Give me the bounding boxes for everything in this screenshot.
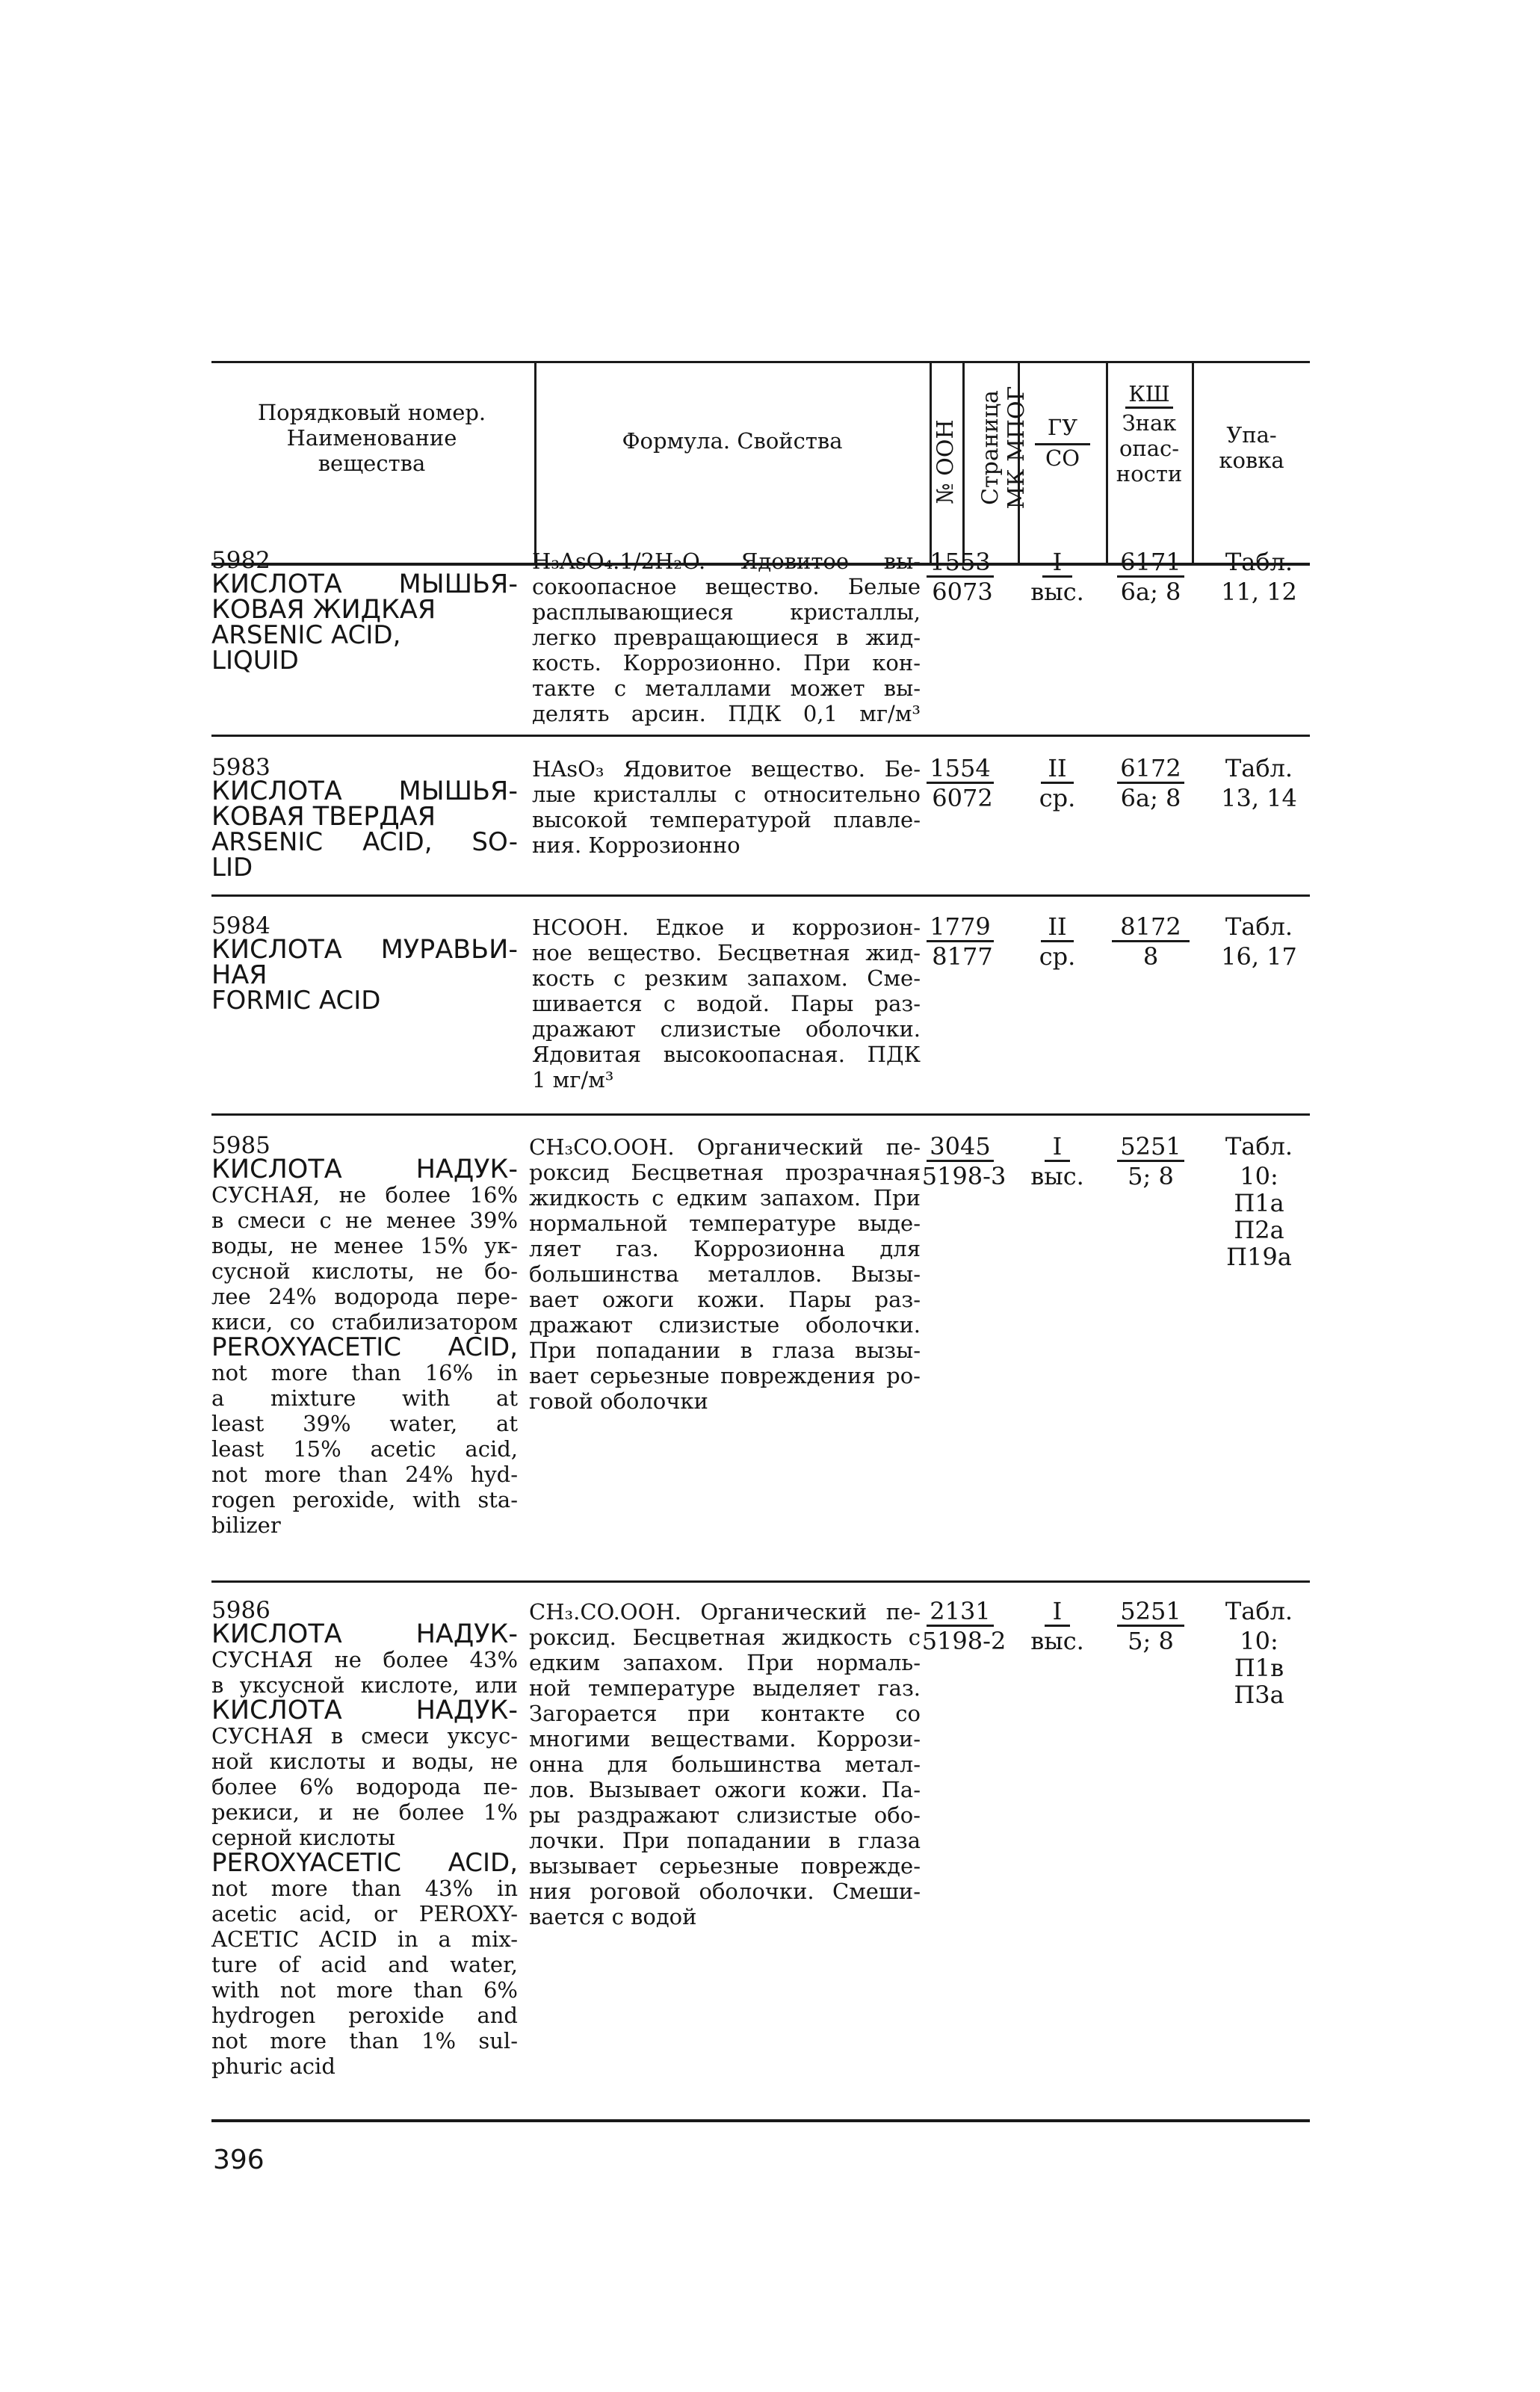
substance-name-ru: КИСЛОТА НАДУК- <box>211 1155 518 1184</box>
packaging: П2а <box>1234 1216 1284 1244</box>
properties-line: жидкость с едким запахом. При <box>529 1185 921 1211</box>
substance-name-en: FORMIC ACID <box>211 986 381 1016</box>
co-level: выс. <box>1030 1162 1084 1190</box>
substance-name-ru: в уксусной кислоте, или <box>211 1672 518 1698</box>
substance-name-ru: КОВАЯ ЖИДКАЯ <box>211 595 436 625</box>
substance-name-ru: КИСЛОТА МУРАВЬИ- <box>211 935 518 965</box>
mk-page: 5198-3 <box>921 1162 1006 1190</box>
substance-name-en: not more than 43% in <box>211 1876 518 1901</box>
packaging: 13, 14 <box>1221 784 1297 812</box>
properties-line: CH₃CO.OOH. Органический пе- <box>529 1134 921 1160</box>
properties-line: легко превращающиеся в жид- <box>532 625 921 650</box>
substance-name-en: a mixture with at <box>211 1385 518 1411</box>
substance-name-en: not more than 24% hyd- <box>211 1462 518 1487</box>
properties-line: ния роговой оболочки. Смеши- <box>529 1879 921 1904</box>
gu-class: I <box>1045 1598 1070 1627</box>
header-divider <box>534 363 536 563</box>
properties-line: лые кристаллы с относительно <box>532 782 921 807</box>
properties-line: роксид. Бесцветная жидкость с <box>529 1625 921 1650</box>
substance-name-ru: рекиси, и не более 1% <box>211 1799 518 1825</box>
page-number: 396 <box>213 2145 265 2175</box>
header-text: вещества <box>318 451 426 476</box>
header-text: Знак <box>1122 410 1177 436</box>
ksh-code: 5251 <box>1117 1598 1184 1627</box>
header-text: Упа- <box>1226 422 1277 448</box>
properties-line: 1 мг/м³ <box>532 1067 614 1093</box>
header-text: Наименование <box>286 425 457 451</box>
header-gu-column <box>1021 415 1104 471</box>
substance-name-ru: КИСЛОТА МЫШЬЯ- <box>211 569 518 599</box>
header-un-column: № ООН <box>933 419 959 504</box>
properties-line: вызывает серьезные поврежде- <box>529 1853 921 1879</box>
header-text: Порядковый номер. <box>257 400 486 425</box>
entry-number: 5982 <box>211 547 270 574</box>
co-level: ср. <box>1039 942 1076 971</box>
properties-line: лов. Вызывает ожоги кожи. Па- <box>529 1777 921 1802</box>
properties-line: ры раздражают слизистые обо- <box>529 1802 921 1828</box>
header-divider <box>962 363 965 563</box>
hazard-sign: 6а; 8 <box>1120 578 1181 606</box>
substance-name-ru: ной кислоты и воды, не <box>211 1749 518 1774</box>
properties-line: делять арсин. ПДК 0,1 мг/м³ <box>532 701 921 726</box>
entry-separator <box>211 1113 1310 1116</box>
hazard-sign: 8 <box>1142 942 1159 971</box>
packaging: П3а <box>1234 1681 1284 1709</box>
hazard-sign: 5; 8 <box>1128 1627 1174 1655</box>
header-page-column: Страница <box>977 390 1004 505</box>
properties-line: HAsO₃ Ядовитое вещество. Бе- <box>532 756 921 782</box>
entry-separator <box>211 894 1310 897</box>
substance-name-en: not more than 1% sul- <box>211 2028 518 2053</box>
substance-name-ru: в смеси с не менее 39% <box>211 1208 518 1233</box>
properties-line: многими веществами. Коррози- <box>529 1726 921 1752</box>
properties-line: шивается с водой. Пары раз- <box>532 991 921 1016</box>
mk-page: 6073 <box>932 578 993 606</box>
table-bottom-rule <box>211 2119 1310 2122</box>
header-ksh-column <box>1109 381 1190 486</box>
substance-name-en: phuric acid <box>211 2053 335 2079</box>
properties-line: дражают слизистые оболочки. <box>532 1016 921 1042</box>
packaging: Табл. <box>1225 1132 1293 1161</box>
header-text: ности <box>1116 461 1183 486</box>
gu-class: I <box>1045 1133 1070 1162</box>
substance-name-en: not more than 16% in <box>211 1360 518 1385</box>
header-divider <box>930 363 932 563</box>
properties-line: большинства металлов. Вызы- <box>529 1261 921 1287</box>
substance-name-ru: НАЯ <box>211 960 268 990</box>
un-number: 1553 <box>927 548 994 578</box>
ksh-code: 8172 <box>1112 913 1190 942</box>
header-text: опас- <box>1119 436 1180 461</box>
properties-line: такте с металлами может вы- <box>532 676 921 701</box>
header-page-column: МК МПОГ <box>1004 386 1030 510</box>
un-number: 1554 <box>927 755 994 784</box>
packaging: П19а <box>1226 1243 1292 1271</box>
properties-line: CH₃.CO.OOH. Органический пе- <box>529 1599 921 1625</box>
substance-name-en: rogen peroxide, with sta- <box>211 1487 518 1512</box>
substance-name-ru: киси, со стабилизатором <box>211 1309 518 1335</box>
substance-name-en: LID <box>211 853 253 883</box>
properties-line: нормальной температуре выде- <box>529 1211 921 1236</box>
un-number: 1779 <box>927 913 994 942</box>
properties-line: вает ожоги кожи. Пары раз- <box>529 1287 921 1312</box>
header-text: КШ <box>1125 381 1173 409</box>
substance-name-ru: КОВАЯ ТВЕРДАЯ <box>211 802 436 832</box>
hazard-sign: 6а; 8 <box>1120 784 1181 812</box>
properties-line: Загорается при контакте со <box>529 1701 921 1726</box>
header-name-column <box>213 400 531 476</box>
header-pack-column <box>1196 422 1308 473</box>
packaging: Табл. <box>1225 1597 1293 1625</box>
mk-page: 5198-2 <box>921 1627 1006 1655</box>
properties-line: H₃AsO₄.1/2H₂O. Ядовитое вы- <box>532 548 921 574</box>
substance-name-en: with not more than 6% <box>211 1977 518 2003</box>
substance-name-en: hydrogen peroxide and <box>211 2003 518 2028</box>
packaging: 10: <box>1240 1627 1278 1655</box>
properties-line: едким запахом. При нормаль- <box>529 1650 921 1675</box>
substance-name-en: ARSENIC ACID, <box>211 620 401 650</box>
un-number: 3045 <box>927 1133 994 1162</box>
substance-name-en: PEROXYACETIC ACID, <box>211 1332 518 1362</box>
properties-line: высокой температурой плавле- <box>532 807 921 832</box>
properties-line: говой оболочки <box>529 1388 708 1414</box>
substance-name-ru: СУСНАЯ, не более 16% <box>211 1182 518 1208</box>
properties-line: HCOOH. Едкое и коррозион- <box>532 915 921 940</box>
substance-name-en: LIQUID <box>211 646 299 676</box>
gu-class: II <box>1041 755 1074 784</box>
substance-name-ru: КИСЛОТА МЫШЬЯ- <box>211 776 518 806</box>
packaging: Табл. <box>1225 548 1293 576</box>
properties-line: вает серьезные повреждения ро- <box>529 1363 921 1388</box>
header-text: ковка <box>1219 448 1284 473</box>
substance-name-ru: КИСЛОТА НАДУК- <box>211 1619 518 1649</box>
substance-name-en: least 15% acetic acid, <box>211 1436 518 1462</box>
ksh-code: 6171 <box>1117 548 1184 578</box>
entry-separator <box>211 735 1310 737</box>
properties-line: дражают слизистые оболочки. <box>529 1312 921 1338</box>
substance-name-ru: СУСНАЯ не более 43% <box>211 1647 518 1672</box>
ksh-code: 5251 <box>1117 1133 1184 1162</box>
properties-line: ния. Коррозионно <box>532 832 740 858</box>
gu-class: II <box>1041 913 1074 942</box>
co-level: ср. <box>1039 784 1076 812</box>
properties-line: расплывающиеся кристаллы, <box>532 599 921 625</box>
properties-line: роксид Бесцветная прозрачная <box>529 1160 921 1185</box>
substance-name-en: PEROXYACETIC ACID, <box>211 1848 518 1878</box>
entry-number: 5986 <box>211 1597 270 1624</box>
packaging: Табл. <box>1225 912 1293 941</box>
packaging: 11, 12 <box>1221 578 1297 606</box>
properties-line: лочки. При попадании в глаза <box>529 1828 921 1853</box>
entry-number: 5985 <box>211 1132 270 1159</box>
substance-name-en: ARSENIC ACID, SO- <box>211 827 518 857</box>
substance-name-en: ACETIC ACID in a mix- <box>211 1926 518 1952</box>
packaging: П1а <box>1234 1189 1284 1217</box>
substance-name-ru: более 6% водорода пе- <box>211 1774 518 1799</box>
substance-name-en: ture of acid and water, <box>211 1952 518 1977</box>
header-divider <box>1192 363 1194 563</box>
substance-name-ru: СУСНАЯ в смеси уксус- <box>211 1723 518 1749</box>
substance-name-en: bilizer <box>211 1512 281 1538</box>
ksh-code: 6172 <box>1117 755 1184 784</box>
properties-line: онна для большинства метал- <box>529 1752 921 1777</box>
header-divider <box>1106 363 1108 563</box>
un-number: 2131 <box>927 1598 994 1627</box>
header-text: СО <box>1035 443 1090 471</box>
packaging: 16, 17 <box>1221 942 1297 971</box>
properties-line: вается с водой <box>529 1904 697 1929</box>
properties-line: ляет газ. Коррозионна для <box>529 1236 921 1261</box>
substance-name-ru: сусной кислоты, не бо- <box>211 1258 518 1284</box>
header-text: ГУ <box>1047 415 1078 440</box>
properties-line: сокоопасное вещество. Белые <box>532 574 921 599</box>
substance-name-ru: КИСЛОТА НАДУК- <box>211 1696 518 1725</box>
properties-line: ной температуре выделяет газ. <box>529 1675 921 1701</box>
mk-page: 6072 <box>932 784 993 812</box>
properties-line: При попадании в глаза вызы- <box>529 1338 921 1363</box>
packaging: 10: <box>1240 1162 1278 1190</box>
substance-name-ru: воды, не менее 15% ук- <box>211 1233 518 1258</box>
co-level: выс. <box>1030 1627 1084 1655</box>
substance-name-ru: серной кислоты <box>211 1825 396 1850</box>
packaging: П1в <box>1234 1654 1284 1682</box>
substance-name-en: acetic acid, or PEROXY- <box>211 1901 518 1926</box>
packaging: Табл. <box>1225 754 1293 782</box>
substance-name-ru: лее 24% водорода пере- <box>211 1284 518 1309</box>
entry-number: 5984 <box>211 912 270 939</box>
hazard-sign: 5; 8 <box>1128 1162 1174 1190</box>
header-formula-column: Формула. Свойства <box>622 428 843 454</box>
co-level: выс. <box>1030 578 1084 606</box>
mk-page: 8177 <box>932 942 993 971</box>
properties-line: кость с резким запахом. Сме- <box>532 965 921 991</box>
entry-separator <box>211 1580 1310 1583</box>
properties-line: кость. Коррозионно. При кон- <box>532 650 921 676</box>
substance-name-en: least 39% water, at <box>211 1411 518 1436</box>
properties-line: ное вещество. Бесцветная жид- <box>532 940 921 965</box>
properties-line: Ядовитая высокоопасная. ПДК <box>532 1042 921 1067</box>
table-top-rule <box>211 361 1310 363</box>
gu-class: I <box>1042 548 1072 578</box>
entry-number: 5983 <box>211 754 270 781</box>
